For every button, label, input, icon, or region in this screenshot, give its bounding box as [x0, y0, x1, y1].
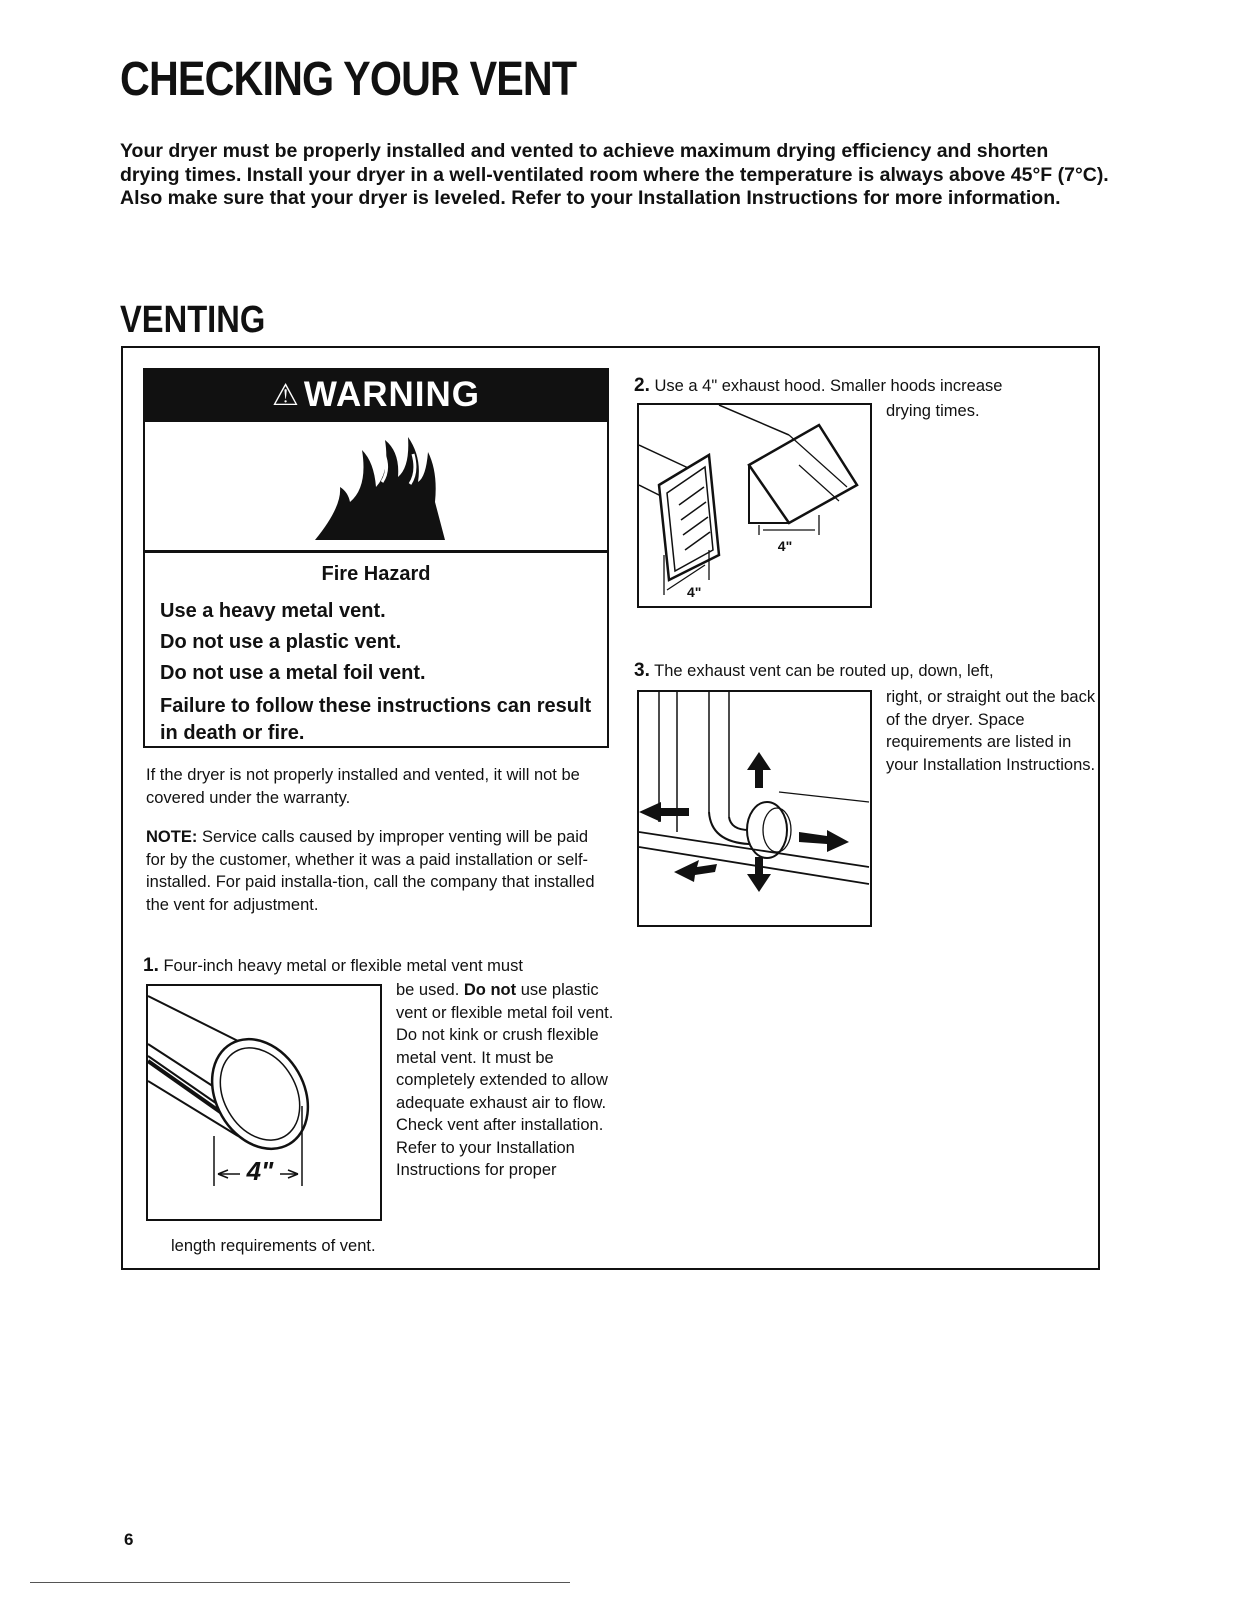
- vent-routing-illustration: [637, 690, 872, 927]
- vent-pipe-icon: [148, 986, 380, 1219]
- warning-line: Failure to follow these instructions can result in death or fire.: [160, 695, 592, 744]
- page-title: [120, 52, 576, 108]
- page-number: 6: [124, 1530, 134, 1549]
- item-number: 3.: [634, 660, 650, 681]
- page-title-text: CHECKING YOUR VENT: [120, 53, 577, 106]
- item-1-tail: length requirements of vent.: [171, 1237, 376, 1255]
- warning-line: Use a heavy metal vent.: [160, 600, 386, 622]
- dimension-label: 4": [246, 1156, 274, 1186]
- item-1-intro: [143, 955, 613, 978]
- item-number: 2.: [634, 375, 650, 396]
- item-number: 1.: [143, 955, 159, 976]
- intro-paragraph: Your dryer must be properly installed and vented to achieve maximum drying efficiency and shorten drying times. Install your dryer in a well-ventilated room where the temperature is always above 45°F (7°C). Also make sure that your dryer is leveled. Refer to your Installation Instructions for more information.: [120, 140, 1109, 209]
- warning-triangle-icon: ⚠: [271, 378, 300, 412]
- warning-divider: [143, 550, 609, 553]
- warranty-note: If the dryer is not properly installed and vented, it will not be covered under the warranty.: [146, 766, 580, 807]
- footer-rule: [30, 1582, 570, 1583]
- exhaust-hood-icon: [639, 405, 870, 606]
- dimension-label: 4": [687, 584, 702, 600]
- item-3-text: right, or straight out the back of the dryer. Space requirements are listed in your Installation Instructions.: [886, 688, 1096, 774]
- item-3-intro-text: The exhaust vent can be routed up, down, left,: [654, 662, 994, 680]
- warning-line: Do not use a plastic vent.: [160, 631, 402, 653]
- item-1-text-part: be used.: [396, 981, 464, 999]
- section-title: VENTING: [120, 299, 266, 341]
- item-1-intro-text: Four-inch heavy metal or flexible metal vent must: [163, 957, 523, 975]
- warning-banner: [143, 368, 609, 422]
- item-1-text: [396, 979, 616, 1182]
- item-1-text-part: use plastic vent or flexible metal foil vent. Do not kink or crush flexible metal vent. It must be completely extended to allow adequate exhaust air to flow. Check vent after installation. Refer to your Installation Instructions for proper: [396, 981, 614, 1179]
- vent-routing-icon: [639, 692, 870, 925]
- item-2-intro: [634, 375, 1094, 398]
- hazard-title: Fire Hazard: [321, 563, 431, 585]
- warning-list: [160, 596, 600, 747]
- note-text: Service calls caused by improper venting will be paid for by the customer, whether it was a paid installation or self-installed. For paid installa-tion, call the company that installed the vent for adjustment.: [146, 828, 595, 914]
- dimension-label: 4": [777, 538, 793, 554]
- item-2-text: drying times.: [886, 402, 980, 420]
- warning-banner-text: WARNING: [303, 375, 481, 414]
- note-label: NOTE:: [146, 828, 198, 846]
- item-3-intro: [634, 660, 1094, 683]
- fire-icon: [310, 432, 450, 542]
- do-not-emphasis: Do not: [463, 981, 517, 999]
- warning-line: Do not use a metal foil vent.: [160, 662, 426, 684]
- service-note: [146, 826, 596, 916]
- item-2-intro-text: Use a 4" exhaust hood. Smaller hoods increase: [654, 377, 1003, 395]
- vent-pipe-illustration: [146, 984, 382, 1221]
- exhaust-hood-illustration: [637, 403, 872, 608]
